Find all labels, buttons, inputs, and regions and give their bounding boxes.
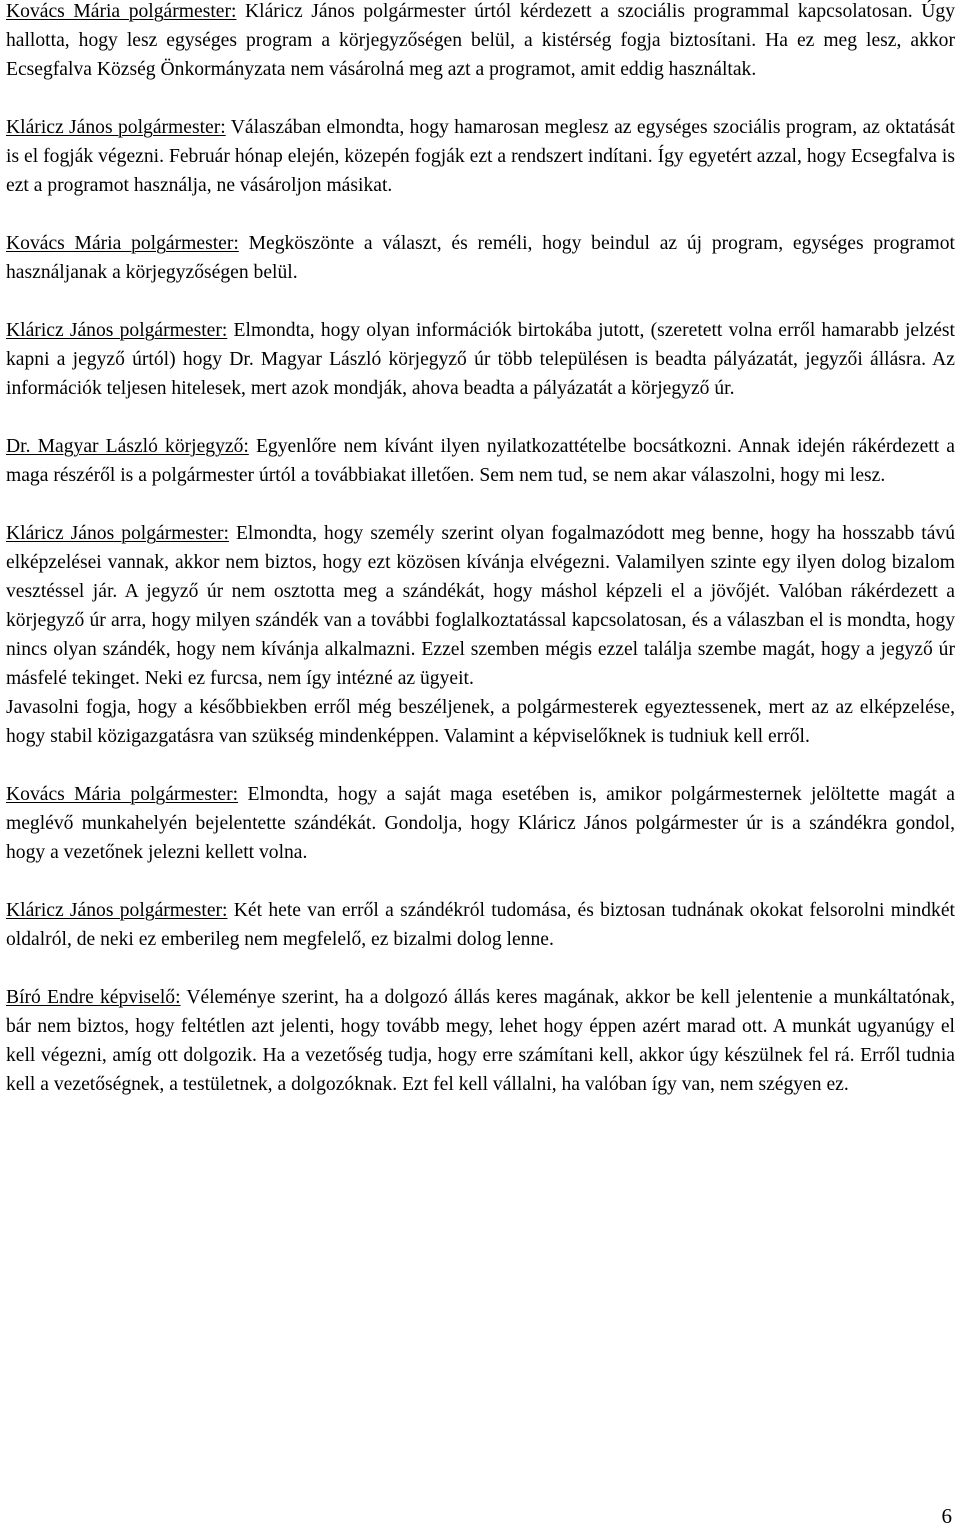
page-number: 6 xyxy=(941,1504,952,1528)
paragraph-text: Véleménye szerint, ha a dolgozó állás keres magának, akkor be kell jelentenie a munkáltatónak, bár nem biztos, hogy feltétlen azt jelenti, hogy tovább megy, lehet hogy éppen azért marad ott. A munkát ugyanúgy el kell végezni, amíg ott dolgozik. Ha a vezetőség tudja, hogy erre számítani kell, akkor úgy készülnek fel rá. Erről tudnia kell a vezetőségnek, a testületnek, a dolgozóknak. Ezt fel kell vállalni, ha valóban így van, nem szégyen ez. xyxy=(6,987,955,1095)
paragraph-7 xyxy=(6,693,955,751)
speaker-name: Kláricz János polgármester: xyxy=(6,117,226,138)
speaker-name: Bíró Endre képviselő: xyxy=(6,987,181,1008)
speaker-name: Kovács Mária polgármester: xyxy=(6,233,239,254)
paragraph-text: Kláricz János polgármester úrtól kérdezett a szociális programmal kapcsolatosan. Úgy hallotta, hogy lesz egységes program a körjegyzőségen belül, a kistérség fogja biztosítani. Ha ez meg lesz, akkor Ecsegfalva Község Önkormányzata nem vásárolná meg azt a programot, amit eddig használtak. xyxy=(6,1,955,80)
paragraph-4 xyxy=(6,316,955,403)
speaker-name: Kláricz János polgármester: xyxy=(6,900,228,921)
paragraph-3 xyxy=(6,229,955,287)
paragraph-9 xyxy=(6,896,955,954)
paragraph-6 xyxy=(6,519,955,693)
paragraph-10 xyxy=(6,983,955,1099)
speaker-name: Kovács Mária polgármester: xyxy=(6,1,237,22)
paragraph-text: Elmondta, hogy a saját maga esetében is, amikor polgármesternek jelöltette magát a meglévő munkahelyén bejelentette szándékát. Gondolja, hogy Kláricz János polgármester úr is a szándékra gondol, hogy a vezetőnek jelezni kellett volna. xyxy=(6,784,955,863)
paragraph-1 xyxy=(6,0,955,84)
paragraph-text: Elmondta, hogy olyan információk birtokába jutott, (szeretett volna erről hamarabb jelzést kapni a jegyző úrtól) hogy Dr. Magyar László körjegyző úr több településen is beadta pályázatát, jegyzői állásra. Az információk teljesen hitelesek, mert azok mondják, ahova beadta a pályázatát a körjegyző úr. xyxy=(6,320,955,399)
paragraph-text: Elmondta, hogy személy szerint olyan fogalmazódott meg benne, hogy ha hosszabb távú elképzelései vannak, akkor nem biztos, hogy ezt közösen kívánja elvégezni. Valamilyen szinte egy ilyen dolog bizalom vesztéssel jár. A jegyző úr nem osztotta meg a szándékát, hogy máshol képzeli el a jövőjét. Valóban rákérdezett a körjegyző úr arra, hogy milyen szándék van a további foglalkoztatással kapcsolatosan, és a válaszban el is mondta, hogy nincs olyan szándék, hogy nem kívánja alkalmazni. Ezzel szemben mégis ezzel találja szembe magát, hogy a jegyző úr másfelé tekinget. Neki ez furcsa, nem így intézné az ügyeit. xyxy=(6,523,956,689)
paragraph-text: Válaszában elmondta, hogy hamarosan meglesz az egységes szociális program, az oktatását is el fogják végezni. Február hónap elején, közepén fogják ezt a rendszert indítani. Így egyetért azzal, hogy Ecsegfalva is ezt a programot használja, ne vásároljon másikat. xyxy=(6,117,955,196)
speaker-name: Kovács Mária polgármester: xyxy=(6,784,239,805)
document-page xyxy=(6,0,955,1128)
speaker-name: Kláricz János polgármester: xyxy=(6,523,229,544)
paragraph-8 xyxy=(6,780,955,867)
paragraph-2 xyxy=(6,113,955,200)
paragraph-text: Egyenlőre nem kívánt ilyen nyilatkozattételbe bocsátkozni. Annak idején rákérdezett a maga részéről is a polgármester úrtól a továbbiakat illetően. Sem nem tud, se nem akar válaszolni, hogy mi lesz. xyxy=(6,436,955,486)
paragraph-text: Javasolni fogja, hogy a későbbiekben erről még beszéljenek, a polgármesterek egyeztessenek, mert az az elképzelése, hogy stabil közigazgatásra van szükség mindenképpen. Valamint a képviselőknek is tudniuk kell erről. xyxy=(6,697,955,747)
paragraph-5 xyxy=(6,432,955,490)
speaker-name: Dr. Magyar László körjegyző: xyxy=(6,436,249,457)
paragraph-text: Megköszönte a választ, és reméli, hogy beindul az új program, egységes programot használjanak a körjegyzőségen belül. xyxy=(6,233,956,283)
paragraph-text: Két hete van erről a szándékról tudomása, és biztosan tudnának okokat felsorolni mindkét oldalról, de neki ez emberileg nem megfelelő, ez bizalmi dolog lenne. xyxy=(6,900,955,950)
speaker-name: Kláricz János polgármester: xyxy=(6,320,228,341)
